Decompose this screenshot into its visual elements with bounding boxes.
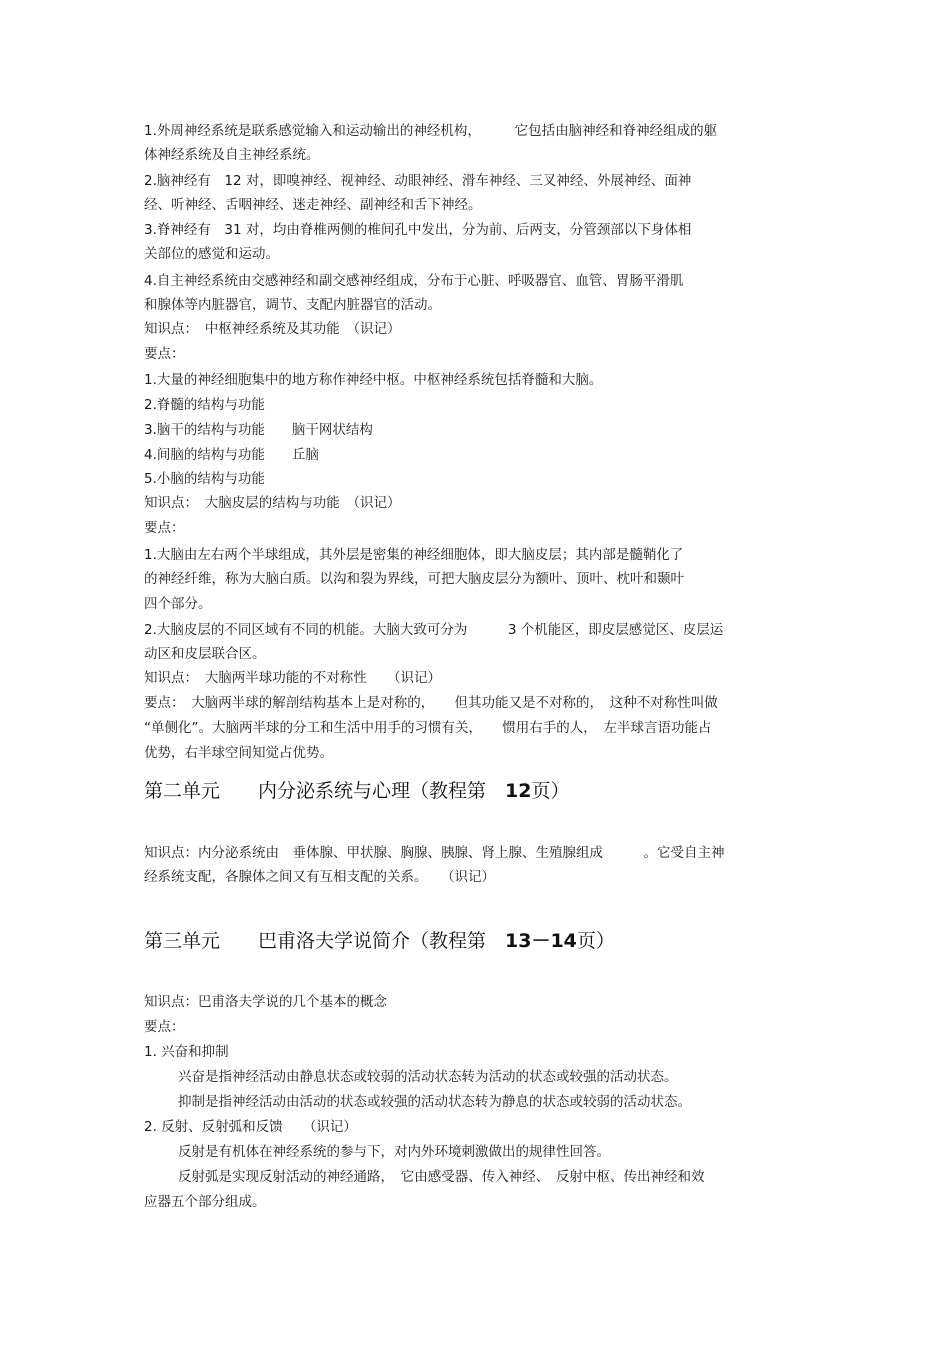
text-line: 2.脊髓的结构与功能 (144, 397, 265, 413)
section-heading-unit-2 (144, 779, 569, 803)
heading-text: 第二单元 内分泌系统与心理（教程第 (144, 780, 506, 802)
text-line: 经系统支配，各腺体之间又有互相支配的关系。 （识记） (144, 869, 495, 885)
text-line: 四个部分。 (144, 596, 212, 612)
key-points-label: 要点： (144, 346, 185, 362)
text-line: 1.大脑由左右两个半球组成，其外层是密集的神经细胞体，即大脑皮层；其内部是髓鞘化了 (144, 547, 684, 563)
heading-text: 第三单元 巴甫洛夫学说简介（教程第 (144, 930, 506, 952)
heading-page-number: 12 (505, 780, 532, 802)
text-line: 4.间脑的结构与功能 丘脑 (144, 447, 319, 463)
key-points-label: 要点： (144, 1019, 185, 1035)
list-item: 1. 兴奋和抑制 (144, 1044, 229, 1060)
section-heading-unit-3 (144, 929, 615, 953)
text-line: 反射是有机体在神经系统的参与下，对内外环境刺激做出的规律性回答。 (178, 1144, 610, 1160)
text-line: “单侧化”。大脑两半球的分工和生活中用手的习惯有关， 惯用右手的人， 左半球言语功能占 (144, 720, 712, 736)
text-line: 1.大量的神经细胞集中的地方称作神经中枢。中枢神经系统包括脊髓和大脑。 (144, 372, 603, 388)
key-points-label: 要点： (144, 520, 185, 536)
list-item: 2. 反射、反射弧和反馈 （识记） (144, 1119, 357, 1135)
knowledge-point-label: 知识点： 大脑皮层的结构与功能 （识记） (144, 495, 401, 511)
knowledge-point-label: 知识点： 大脑两半球功能的不对称性 （识记） (144, 670, 441, 686)
text-line: 的神经纤维，称为大脑白质。以沟和裂为界线，可把大脑皮层分为额叶、顶叶、枕叶和颞叶 (144, 571, 684, 587)
knowledge-point-label: 知识点： 中枢神经系统及其功能 （识记） (144, 321, 401, 337)
text-line: 动区和皮层联合区。 (144, 646, 266, 662)
heading-text: 页） (576, 930, 615, 952)
text-line: 兴奋是指神经活动由静息状态或较弱的活动状态转为活动的状态或较强的活动状态。 (178, 1069, 678, 1085)
heading-text: 页） (531, 780, 570, 802)
text-line: 2.大脑皮层的不同区域有不同的机能。大脑大致可分为 3 个机能区，即皮层感觉区、皮层运 (144, 622, 724, 638)
text-line: 和腺体等内脏器官，调节、支配内脏器官的活动。 (144, 297, 441, 313)
text-line: 优势，右半球空间知觉占优势。 (144, 745, 333, 761)
knowledge-point-text: 知识点：内分泌系统由 垂体腺、甲状腺、胸腺、胰腺、肾上腺、生殖腺组成 。它受自主神 (144, 845, 725, 861)
text-line: 体神经系统及自主神经系统。 (144, 147, 320, 163)
text-line: 5.小脑的结构与功能 (144, 471, 265, 487)
text-line: 抑制是指神经活动由活动的状态或较强的活动状态转为静息的状态或较弱的活动状态。 (178, 1094, 691, 1110)
heading-page-number: 13－14 (505, 930, 577, 952)
text-line: 3.脊神经有 31 对，均由脊椎两侧的椎间孔中发出，分为前、后两支，分管颈部以下身体相 (144, 222, 692, 238)
key-points-text: 要点： 大脑两半球的解剖结构基本上是对称的， 但其功能又是不对称的， 这种不对称性叫做 (144, 695, 718, 711)
text-line: 应器五个部分组成。 (144, 1194, 266, 1210)
text-line: 反射弧是实现反射活动的神经通路， 它由感受器、传入神经、 反射中枢、传出神经和效 (178, 1169, 705, 1185)
text-line: 3.脑干的结构与功能 脑干网状结构 (144, 422, 373, 438)
text-line: 4.自主神经系统由交感神经和副交感神经组成，分布于心脏、呼吸器官、血管、胃肠平滑肌 (144, 273, 684, 289)
text-line: 关部位的感觉和运动。 (144, 246, 279, 262)
text-line: 1.外周神经系统是联系感觉输入和运动输出的神经机构， 它包括由脑神经和脊神经组成的躯 (144, 123, 718, 139)
text-line: 经、听神经、舌咽神经、迷走神经、副神经和舌下神经。 (144, 197, 482, 213)
text-line: 2.脑神经有 12 对，即嗅神经、视神经、动眼神经、滑车神经、三叉神经、外展神经、面神 (144, 173, 692, 189)
knowledge-point-text: 知识点：巴甫洛夫学说的几个基本的概念 (144, 994, 387, 1010)
